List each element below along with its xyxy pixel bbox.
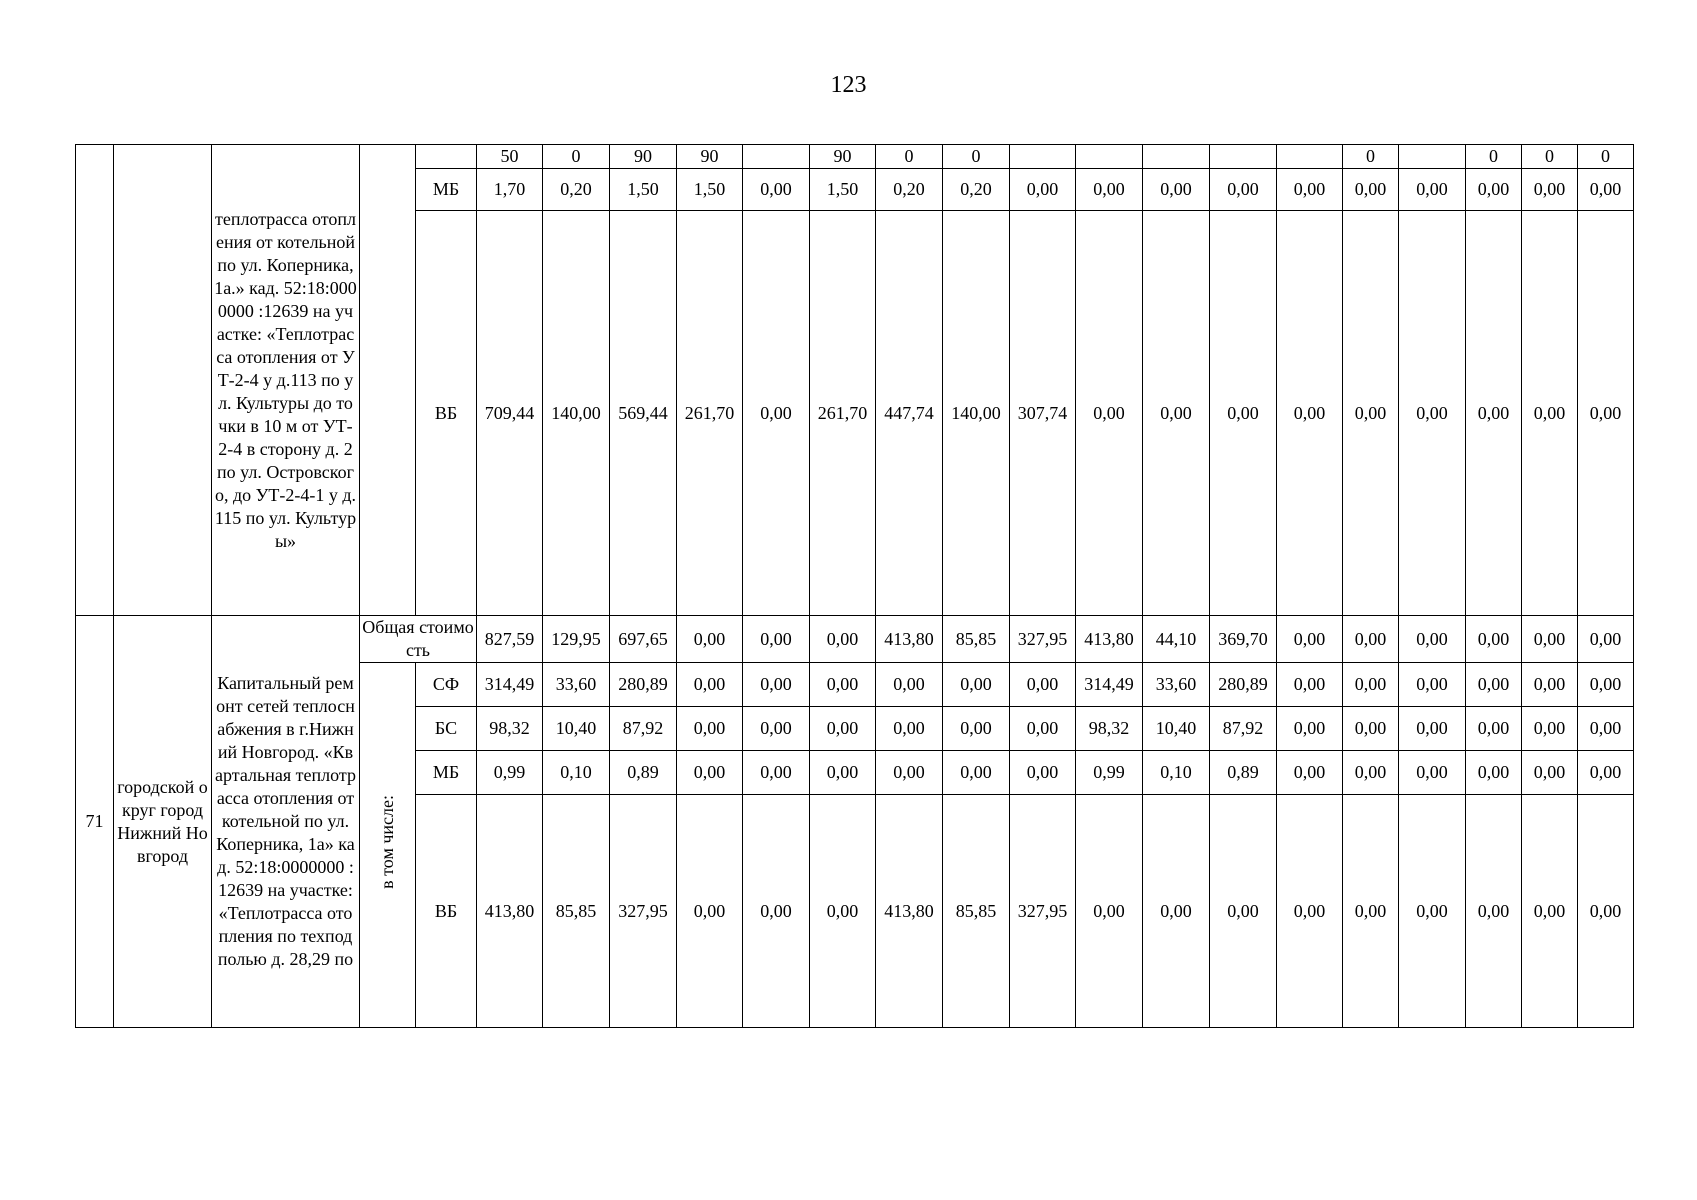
table-cell-value: 0,00 [1399, 169, 1466, 211]
table-cell-value: 0,00 [743, 707, 810, 751]
table-cell-value: 0,00 [1399, 211, 1466, 616]
table-cell-value: 0,89 [1210, 751, 1277, 795]
table-cell-value: 261,70 [810, 211, 876, 616]
table-cell-value: 44,10 [1143, 616, 1210, 663]
table-cell-value: 447,74 [876, 211, 943, 616]
table-cell-value [1277, 145, 1343, 169]
table-cell-value: 0,00 [1343, 211, 1399, 616]
table-cell-value: 140,00 [543, 211, 610, 616]
table-cell-value: 0,00 [1466, 169, 1522, 211]
table-cell-value: 0,00 [1210, 211, 1277, 616]
table-cell-value: 0,00 [743, 616, 810, 663]
table-cell-value: 0,00 [1578, 751, 1634, 795]
table-cell-value: 0,00 [1143, 169, 1210, 211]
table-cell-value: 0,00 [1143, 795, 1210, 1028]
region-cell [114, 145, 212, 616]
table-cell-value: 0,00 [1522, 169, 1578, 211]
table-cell-value: 0,00 [1343, 169, 1399, 211]
table-cell-value: 0,00 [1466, 707, 1522, 751]
table-cell-value: 0,00 [1578, 707, 1634, 751]
object-description: Капитальный ремонт сетей теплоснабжения в г.Нижний Новгород. «Квартальная теплотрасса отопления от котельной по ул. Коперника, 1а» кад. 52:18:0000000 :12639 на участке: «Теплотрасса отопления по техподполью д. 28,29 по [212, 616, 360, 1028]
table-cell-value: 327,95 [610, 795, 677, 1028]
table-cell-value: 0,00 [1343, 795, 1399, 1028]
table-cell-value: 0,00 [1343, 616, 1399, 663]
table-cell-value: 0,00 [1343, 663, 1399, 707]
table-cell-value [1399, 145, 1466, 169]
table-cell-value: 827,59 [477, 616, 543, 663]
table-cell-value: 98,32 [1076, 707, 1143, 751]
including-label-cell [360, 663, 416, 1028]
table-cell-value: 0,00 [743, 795, 810, 1028]
table-cell-value: 0 [1522, 145, 1578, 169]
table-cell-value: 0,00 [943, 751, 1010, 795]
table-cell-value: 0 [1466, 145, 1522, 169]
including-label: в том числе: [377, 795, 397, 889]
table-cell-value: 0,00 [1466, 616, 1522, 663]
table-cell-value: 0,00 [1399, 795, 1466, 1028]
table-cell-value: 0,00 [743, 169, 810, 211]
table-cell-value: 0,00 [1076, 795, 1143, 1028]
table-cell-value: 0,00 [1210, 795, 1277, 1028]
object-description: теплотрасса отопления от котельной по ул. Коперника, 1а.» кад. 52:18:0000000 :12639 на участке: «Теплотрасса отопления от УТ-2-4 у д.113 по ул. Культуры до точки в 10 м от УТ-2-4 в сторону д. 2 по ул. Островского, до УТ-2-4-1 у д.115 по ул. Культуры» [212, 145, 360, 616]
table-cell-value: 0,00 [1010, 751, 1076, 795]
table-cell-value: 0,00 [1522, 795, 1578, 1028]
table-cell-value: 0,20 [876, 169, 943, 211]
table-cell-value: 1,50 [610, 169, 677, 211]
table-cell-value: 0,00 [1010, 707, 1076, 751]
region-name: городской округ город Нижний Новгород [114, 616, 212, 1028]
table-cell-value: 0,00 [677, 795, 743, 1028]
table-cell-value: 0,00 [1522, 211, 1578, 616]
table-cell-value: 0,00 [677, 751, 743, 795]
table-cell-value: 0,89 [610, 751, 677, 795]
table-cell-value: 0,00 [1466, 663, 1522, 707]
table-cell-value: 0,00 [1010, 169, 1076, 211]
table-cell-value: 314,49 [477, 663, 543, 707]
table-cell-value: 0,00 [943, 663, 1010, 707]
table-cell-value: 0,00 [677, 663, 743, 707]
table-cell-value: 10,40 [1143, 707, 1210, 751]
funding-source-label: СФ [416, 663, 477, 707]
table-cell-value: 0,20 [943, 169, 1010, 211]
table-cell-value: 87,92 [1210, 707, 1277, 751]
table-cell-value: 0,00 [1277, 751, 1343, 795]
table-cell-value: 85,85 [943, 616, 1010, 663]
table-cell-value: 0,99 [1076, 751, 1143, 795]
table-cell-value: 327,95 [1010, 616, 1076, 663]
table-cell-value: 0,20 [543, 169, 610, 211]
table-cell-value: 0,00 [1522, 616, 1578, 663]
table-cell-value: 0,00 [1466, 211, 1522, 616]
page-number: 123 [830, 72, 867, 98]
row-number: 71 [76, 616, 114, 1028]
table-cell-value: 413,80 [477, 795, 543, 1028]
table-cell-value: 0,00 [1522, 707, 1578, 751]
table-cell-value: 98,32 [477, 707, 543, 751]
table-cell-value: 0,00 [810, 751, 876, 795]
table-cell-value: 0,00 [943, 707, 1010, 751]
table-cell-value: 0,00 [1277, 211, 1343, 616]
table-cell-value: 0,10 [543, 751, 610, 795]
table-cell-value: 0 [943, 145, 1010, 169]
table-cell-value: 413,80 [876, 795, 943, 1028]
table-cell-value: 0,00 [1076, 169, 1143, 211]
table-cell-value: 0,00 [1578, 616, 1634, 663]
row-number-cell [76, 145, 114, 616]
table-cell-value: 0,00 [1277, 707, 1343, 751]
table-cell-value: 0,00 [1343, 707, 1399, 751]
table-cell-value: 0,00 [1466, 751, 1522, 795]
table-cell-value: 0,10 [1143, 751, 1210, 795]
table-cell-value [1210, 145, 1277, 169]
table-cell-value: 0,00 [810, 795, 876, 1028]
table-cell-value: 0,00 [876, 707, 943, 751]
table-cell-value: 0,00 [1010, 663, 1076, 707]
table-cell-value: 1,50 [810, 169, 876, 211]
table-row [76, 616, 1634, 663]
funding-source-label: ВБ [416, 211, 477, 616]
table-cell-value: 85,85 [543, 795, 610, 1028]
table-cell-value [1010, 145, 1076, 169]
table-cell-value [1143, 145, 1210, 169]
table-cell-value: 0,00 [1578, 663, 1634, 707]
table-cell-value: 0,00 [810, 616, 876, 663]
table-cell-value: 0,00 [1578, 795, 1634, 1028]
table-cell-value: 0,00 [677, 616, 743, 663]
table-cell-value: 0,00 [1522, 663, 1578, 707]
table-cell-value: 0,00 [810, 663, 876, 707]
funding-source-label: ВБ [416, 795, 477, 1028]
table-cell-value: 0,00 [1277, 663, 1343, 707]
table-cell-value: 85,85 [943, 795, 1010, 1028]
table-cell-value: 0,00 [743, 663, 810, 707]
table-cell-value: 0,00 [1210, 169, 1277, 211]
table-cell-value: 10,40 [543, 707, 610, 751]
table-cell-value: 90 [610, 145, 677, 169]
table-cell-value [1076, 145, 1143, 169]
total-cost-label: Общая стоимость [360, 616, 477, 663]
table-cell-value: 0,00 [1522, 751, 1578, 795]
table-cell-value: 0,00 [1578, 169, 1634, 211]
table-cell-value: 0,00 [1277, 169, 1343, 211]
table-cell-value: 0,00 [677, 707, 743, 751]
table-cell-value: 0,00 [1277, 795, 1343, 1028]
table-cell-value: 314,49 [1076, 663, 1143, 707]
table-cell-value: 369,70 [1210, 616, 1277, 663]
table-cell-value: 0,00 [743, 751, 810, 795]
table-cell-value: 569,44 [610, 211, 677, 616]
table-cell-value: 413,80 [1076, 616, 1143, 663]
table-cell-value: 90 [810, 145, 876, 169]
table-cell-value: 0,00 [1076, 211, 1143, 616]
table-cell-value: 697,65 [610, 616, 677, 663]
table-cell-value: 33,60 [1143, 663, 1210, 707]
table-cell-value [743, 145, 810, 169]
table-cell-value: 280,89 [1210, 663, 1277, 707]
table-cell-value: 0,00 [1343, 751, 1399, 795]
table-cell-value: 307,74 [1010, 211, 1076, 616]
table-cell-value: 0,00 [1277, 616, 1343, 663]
table-cell-value: 0,00 [876, 663, 943, 707]
table-cell-value: 0,00 [810, 707, 876, 751]
table-cell-value: 1,70 [477, 169, 543, 211]
funding-group-cell [360, 145, 416, 616]
table-cell-value: 1,50 [677, 169, 743, 211]
table-cell-value: 0,00 [1399, 663, 1466, 707]
table-cell-value: 33,60 [543, 663, 610, 707]
table-cell-value: 0,00 [1466, 795, 1522, 1028]
table-cell-value: 0,00 [876, 751, 943, 795]
table-cell-value: 0,00 [743, 211, 810, 616]
table-cell-value: 327,95 [1010, 795, 1076, 1028]
table-cell-value: 0 [1343, 145, 1399, 169]
funding-source-label: МБ [416, 751, 477, 795]
table-cell-value: 0,00 [1399, 707, 1466, 751]
table-cell-value: 90 [677, 145, 743, 169]
funding-source-label: МБ [416, 169, 477, 211]
funding-source-label: БС [416, 707, 477, 751]
table-cell-value: 709,44 [477, 211, 543, 616]
table-cell-value: 0 [543, 145, 610, 169]
table-row [76, 145, 1634, 169]
table-cell-value: 87,92 [610, 707, 677, 751]
table-cell-value: 50 [477, 145, 543, 169]
table-cell-value: 0,00 [1578, 211, 1634, 616]
table-cell-value: 261,70 [677, 211, 743, 616]
table-cell-value: 0 [876, 145, 943, 169]
table-cell-value: 0 [1578, 145, 1634, 169]
table-cell-value: 280,89 [610, 663, 677, 707]
budget-table [75, 144, 1634, 1028]
table-cell-value: 129,95 [543, 616, 610, 663]
table-cell-value: 0,99 [477, 751, 543, 795]
table-cell-value: 0,00 [1143, 211, 1210, 616]
table-cell-value: 413,80 [876, 616, 943, 663]
table-cell-value: 140,00 [943, 211, 1010, 616]
funding-source-label [416, 145, 477, 169]
table-cell-value: 0,00 [1399, 616, 1466, 663]
table-cell-value: 0,00 [1399, 751, 1466, 795]
